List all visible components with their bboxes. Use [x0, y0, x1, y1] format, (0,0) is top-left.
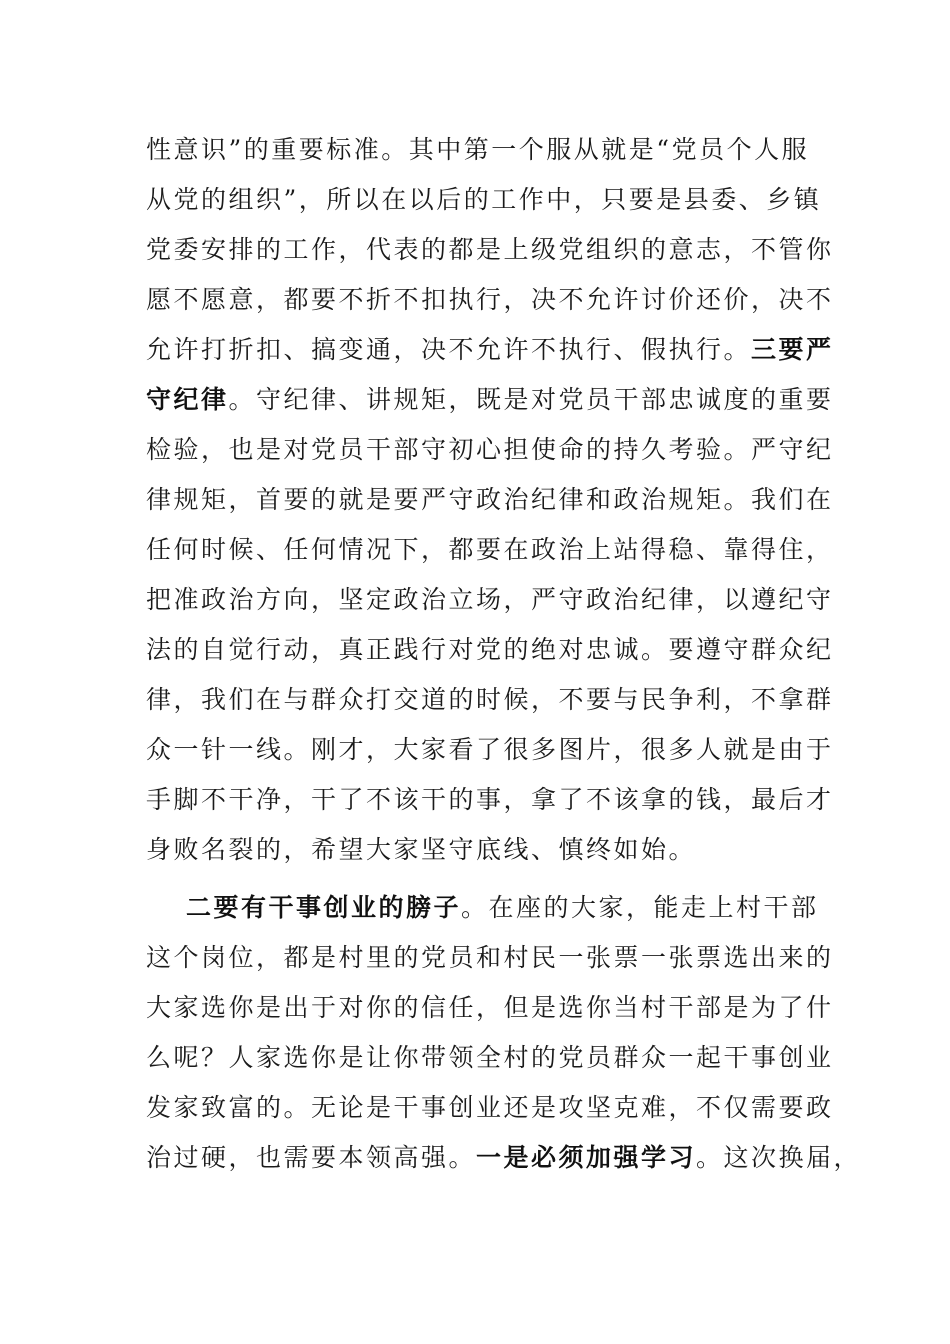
text-run: 。在座的大家，能走上村干部 — [461, 893, 819, 922]
text-line: 大家选你是出于对你的信任，但是选你当村干部是为了什 — [146, 993, 834, 1022]
text-line: 么呢？人家选你是让你带领全村的党员群众一起干事创业 — [146, 1043, 834, 1072]
text-line: 律，我们在与群众打交道的时候，不要与民争利，不拿群 — [146, 685, 834, 714]
text-line: 发家致富的。无论是干事创业还是攻坚克难，不仅需要政 — [146, 1093, 834, 1122]
text-line: 党委安排的工作，代表的都是上级党组织的意志，不管你 — [146, 235, 834, 264]
text-line: 愿不愿意，都要不折不扣执行，决不允许讨价还价，决不 — [146, 285, 834, 314]
text-line — [146, 375, 834, 425]
text-run: 治过硬，也需要本领高强。 — [146, 1143, 477, 1172]
text-line: 检验，也是对党员干部守初心担使命的持久考验。严守纪 — [146, 435, 834, 464]
text-line — [146, 883, 826, 933]
text-line: 身败名裂的，希望大家坚守底线、慎终如始。 — [146, 835, 697, 864]
text-line: 把准政治方向，坚定政治立场，严守政治纪律，以遵纪守 — [146, 585, 834, 614]
text-run: 允许打折扣、搞变通，决不允许不执行、假执行。 — [146, 335, 752, 364]
text-line: 这个岗位，都是村里的党员和村民一张票一张票选出来的 — [146, 943, 834, 972]
text-line — [146, 1133, 862, 1183]
bold-heading-part-2: 守纪律 — [146, 385, 229, 414]
document-body — [146, 125, 862, 1183]
text-line: 法的自觉行动，真正践行对党的绝对忠诚。要遵守群众纪 — [146, 635, 834, 664]
text-line: 手脚不干净，干了不该干的事，拿了不该拿的钱，最后才 — [146, 785, 834, 814]
text-run: 。这次换届， — [696, 1143, 862, 1172]
text-line: 从党的组织”，所以在以后的工作中，只要是县委、乡镇 — [146, 185, 822, 214]
text-line: 众一针一线。刚才，大家看了很多图片，很多人就是由于 — [146, 735, 834, 764]
bold-heading-part-1: 三要严 — [751, 335, 834, 364]
text-line: 任何时候、任何情况下，都要在政治上站得稳、靠得住， — [146, 535, 834, 564]
text-line — [146, 325, 834, 375]
bold-subheading: 一是必须加强学习 — [476, 1143, 697, 1172]
paragraph-gap — [146, 875, 826, 883]
text-run: 。守纪律、讲规矩，既是对党员干部忠诚度的重要 — [228, 385, 834, 414]
text-line: 性意识”的重要标准。其中第一个服从就是“党员个人服 — [146, 135, 810, 164]
paragraph-heading: 二要有干事创业的膀子 — [186, 893, 462, 922]
text-line: 律规矩，首要的就是要严守政治纪律和政治规矩。我们在 — [146, 485, 834, 514]
